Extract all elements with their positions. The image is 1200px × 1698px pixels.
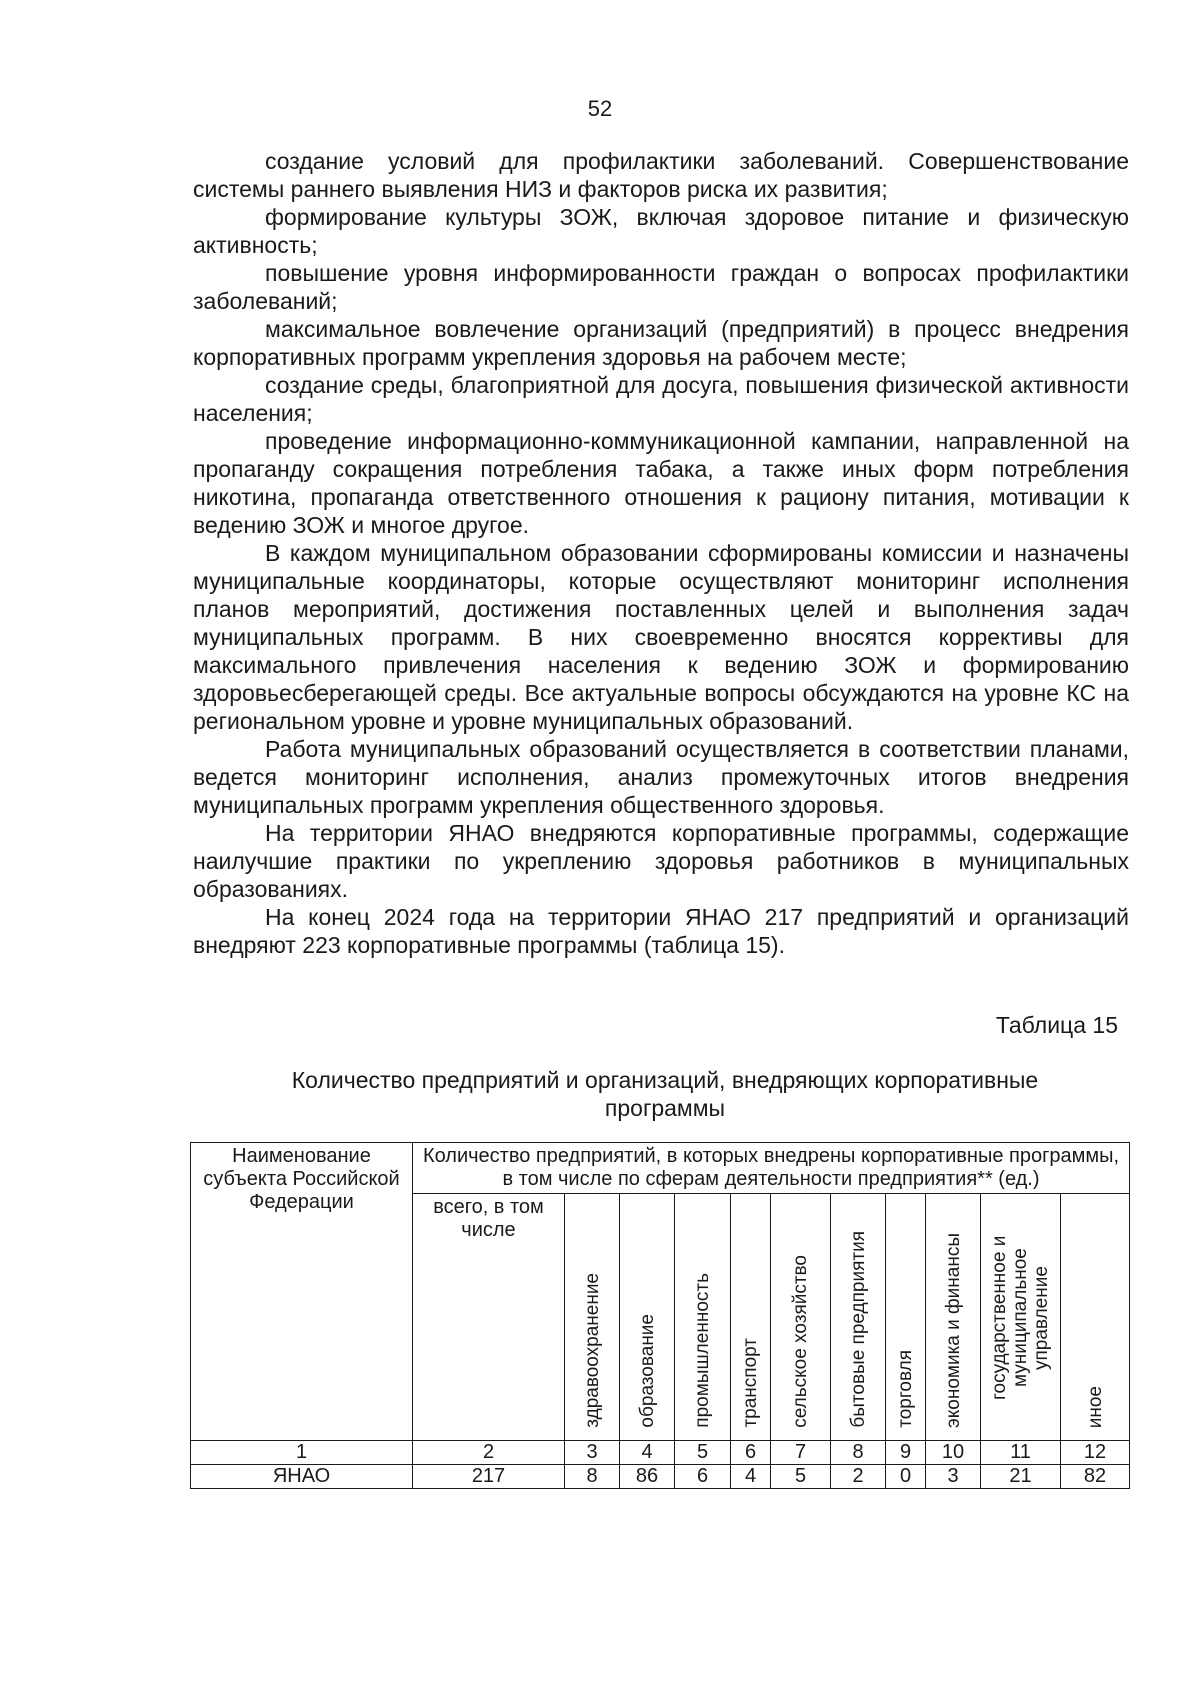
row-value: 82 <box>1061 1465 1130 1489</box>
corporate-programs-table <box>190 1142 1130 1489</box>
row-value: 4 <box>731 1465 771 1489</box>
table-column-number-row <box>191 1441 1130 1465</box>
row-value: 21 <box>981 1465 1061 1489</box>
header-sector: торговля <box>895 1350 916 1428</box>
header-sector: здравоохранение <box>581 1273 603 1428</box>
header-region: Наименование субъекта Российской Федерации <box>191 1143 413 1441</box>
table-label: Таблица 15 <box>995 1012 1118 1038</box>
table-title: Количество предприятий и организаций, внедряющих корпоративные программы <box>291 1067 1039 1121</box>
paragraph: формирование культуры ЗОЖ, включая здоровое питание и физическую активность; <box>193 204 1129 258</box>
paragraph: создание условий для профилактики заболеваний. Совершенствование системы раннего выявления НИЗ и факторов риска их развития; <box>193 148 1129 202</box>
paragraph: создание среды, благоприятной для досуга, повышения физической активности населения; <box>193 372 1129 426</box>
header-sector-cell <box>831 1194 886 1441</box>
table-row <box>191 1465 1130 1489</box>
paragraph: Работа муниципальных образований осуществляется в соответствии планами, ведется мониторинг исполнения, анализ промежуточных итогов внедрения муниципальных программ укрепления общественного здоровья. <box>193 736 1129 818</box>
header-total: всего, в том числе <box>413 1194 565 1441</box>
column-number: 8 <box>831 1441 886 1465</box>
row-value: 217 <box>413 1465 565 1489</box>
row-value: 0 <box>886 1465 926 1489</box>
column-number: 1 <box>191 1441 413 1465</box>
paragraph: На территории ЯНАО внедряются корпоративные программы, содержащие наилучшие практики по укреплению здоровья работников в муниципальных образованиях. <box>193 820 1129 902</box>
header-sector-cell <box>771 1194 831 1441</box>
paragraph: На конец 2024 года на территории ЯНАО 217 предприятий и организаций внедряют 223 корпоративные программы (таблица 15). <box>193 904 1129 958</box>
column-number: 10 <box>926 1441 981 1465</box>
column-number: 11 <box>981 1441 1061 1465</box>
row-value: 3 <box>926 1465 981 1489</box>
row-value: 2 <box>831 1465 886 1489</box>
header-sector: промышленность <box>692 1273 713 1428</box>
paragraph: проведение информационно-коммуникационной кампании, направленной на пропаганду сокращения потребления табака, а также иных форм потребления никотина, пропаганда ответственного отношения к рациону питания, мотивации к ведению ЗОЖ и многое другое. <box>193 428 1129 538</box>
header-sector-cell <box>731 1194 771 1441</box>
header-sector: государственное и муниципальное управление <box>989 1235 1052 1401</box>
header-sector-cell <box>926 1194 981 1441</box>
header-group: Количество предприятий, в которых внедрены корпоративные программы, в том числе по сферам деятельности предприятия** (ед.) <box>413 1143 1130 1194</box>
header-sector-cell <box>675 1194 731 1441</box>
row-value: 5 <box>771 1465 831 1489</box>
row-region: ЯНАО <box>191 1465 413 1489</box>
column-number: 4 <box>620 1441 675 1465</box>
row-value: 8 <box>565 1465 620 1489</box>
header-sector: транспорт <box>740 1338 761 1428</box>
column-number: 6 <box>731 1441 771 1465</box>
table-header-row <box>191 1143 1130 1194</box>
row-value: 86 <box>620 1465 675 1489</box>
header-sector-cell <box>620 1194 675 1441</box>
page-number: 52 <box>587 96 613 121</box>
body-text <box>193 147 1129 959</box>
row-value: 6 <box>675 1465 731 1489</box>
column-number: 5 <box>675 1441 731 1465</box>
header-sector: иное <box>1084 1385 1106 1428</box>
paragraph: повышение уровня информированности граждан о вопросах профилактики заболеваний; <box>193 260 1129 314</box>
column-number: 3 <box>565 1441 620 1465</box>
paragraph: В каждом муниципальном образовании сформированы комиссии и назначены муниципальные координаторы, которые осуществляют мониторинг исполнения планов мероприятий, достижения поставленных целей и выполнения задач муниципальных программ. В них своевременно вносятся коррективы для максимального привлечения населения к ведению ЗОЖ и формированию здоровьесберегающей среды. Все актуальные вопросы обсуждаются на уровне КС на региональном уровне и уровне муниципальных образований. <box>193 540 1129 734</box>
column-number: 2 <box>413 1441 565 1465</box>
column-number: 7 <box>771 1441 831 1465</box>
header-sector-cell <box>981 1194 1061 1441</box>
column-number: 12 <box>1061 1441 1130 1465</box>
header-sector-cell <box>886 1194 926 1441</box>
header-sector: экономика и финансы <box>942 1233 964 1428</box>
header-sector-cell <box>1061 1194 1130 1441</box>
header-sector-cell <box>565 1194 620 1441</box>
column-number: 9 <box>886 1441 926 1465</box>
header-sector: образование <box>636 1314 658 1428</box>
header-sector: бытовые предприятия <box>847 1231 869 1428</box>
paragraph: максимальное вовлечение организаций (предприятий) в процесс внедрения корпоративных программ укрепления здоровья на рабочем месте; <box>193 316 1129 370</box>
header-sector: сельское хозяйство <box>790 1255 811 1428</box>
